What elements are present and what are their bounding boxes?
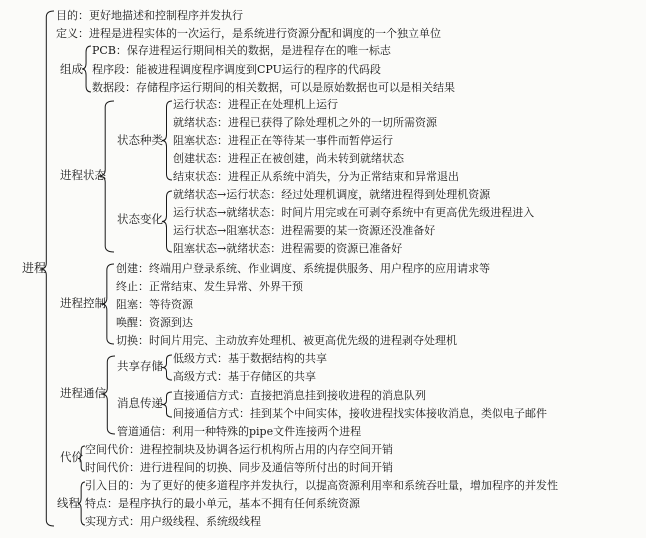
message-passing-brace [162, 392, 172, 417]
state-change-item: 就绪状态→运行状态：经过处理机调度，就绪进程得到处理机资源 [173, 188, 491, 201]
cost-label: 代价 [60, 450, 83, 464]
state-kind-item: 运行状态：进程正在处理机上运行 [173, 98, 338, 111]
control-item: 切换：时间片用完、主动放弃处理机、被更高优先级的进程剥夺处理机 [116, 334, 457, 347]
composition-item: PCB：保存进程运行期间相关的数据，是进程存在的唯一标志 [92, 44, 391, 57]
purpose-text: 目的：更好地描述和控制程序并发执行 [56, 9, 243, 22]
thread-item: 特点：是程序执行的最小单元，基本不拥有任何系统资源 [85, 497, 360, 510]
composition-item: 程序段：能被进程调度程序调度到CPU运行的程序的代码段 [92, 63, 381, 76]
state-kind-item: 创建状态：进程正在被创建，尚未转到就绪状态 [173, 152, 404, 165]
shared-memory-item: 高级方式：基于存储区的共享 [173, 370, 316, 383]
root-label: 进程 [22, 261, 47, 275]
shared-memory-item: 低级方式：基于数据结构的共享 [173, 352, 327, 365]
state-kind-item: 就绪状态：进程已获得了除处理机之外的一切所需资源 [173, 116, 437, 129]
state-kinds-brace [162, 101, 172, 180]
composition-brace [82, 46, 91, 92]
state-label: 进程状态 [60, 168, 106, 182]
state-kind-item: 阻塞状态：进程正在等待某一事件而暂停运行 [173, 134, 393, 147]
definition-text: 定义：进程是进程实体的一次运行，是系统进行资源分配和调度的一个独立单位 [56, 27, 441, 40]
thread-label: 线程 [57, 496, 80, 510]
shared-memory-label: 共享存储 [117, 359, 163, 373]
control-item: 创建：终端用户登录系统、作业调度、系统提供服务、用户程序的应用请求等 [116, 262, 490, 275]
message-passing-label: 消息传递 [117, 396, 163, 410]
control-item: 阻塞：等待资源 [116, 298, 193, 311]
control-item: 唤醒：资源到达 [116, 316, 193, 329]
cost-item: 空间代价：进程控制块及协调各运行机构所占用的内存空间开销 [85, 443, 393, 456]
thread-item: 引入目的：为了更好的使多道程序并发执行，以提高资源利用率和系统吞吐量，增加程序的并发性 [85, 479, 558, 492]
pipe-item: 管道通信：利用一种特殊的pipe文件连接两个进程 [117, 425, 362, 438]
communication-label: 进程通信 [60, 386, 106, 400]
message-passing-item: 间接通信方式：挂到某个中间实体，接收进程找实体接收消息，类似电子邮件 [173, 407, 547, 420]
composition-label: 组成 [60, 62, 83, 76]
control-label: 进程控制 [60, 296, 106, 310]
control-item: 终止：正常结束、发生异常、外界干预 [116, 280, 303, 293]
state-changes-label: 状态变化 [117, 212, 163, 226]
state-kind-item: 结束状态：进程正从系统中消失，分为正常结束和异常退出 [173, 170, 459, 183]
state-change-item: 阻塞状态→就绪状态：进程需要的资源已准备好 [173, 242, 403, 255]
message-passing-item: 直接通信方式：直接把消息挂到接收进程的消息队列 [173, 389, 426, 402]
state-change-item: 运行状态→就绪状态：时间片用完或在可剥夺系统中有更高优先级进程进入 [173, 206, 535, 219]
state-kinds-label: 状态种类 [117, 133, 163, 147]
composition-item: 数据段：存储程序运行期间的相关数据，可以是原始数据也可以是相关结果 [92, 81, 455, 94]
thread-item: 实现方式：用户级线程、系统级线程 [85, 515, 261, 528]
state-change-item: 运行状态→阻塞状态：进程需要的某一资源还没准备好 [173, 224, 436, 237]
shared-memory-brace [162, 355, 172, 380]
state-changes-brace [162, 191, 172, 252]
cost-item: 时间代价：进行进程间的切换、同步及通信等所付出的时间开销 [85, 461, 393, 474]
